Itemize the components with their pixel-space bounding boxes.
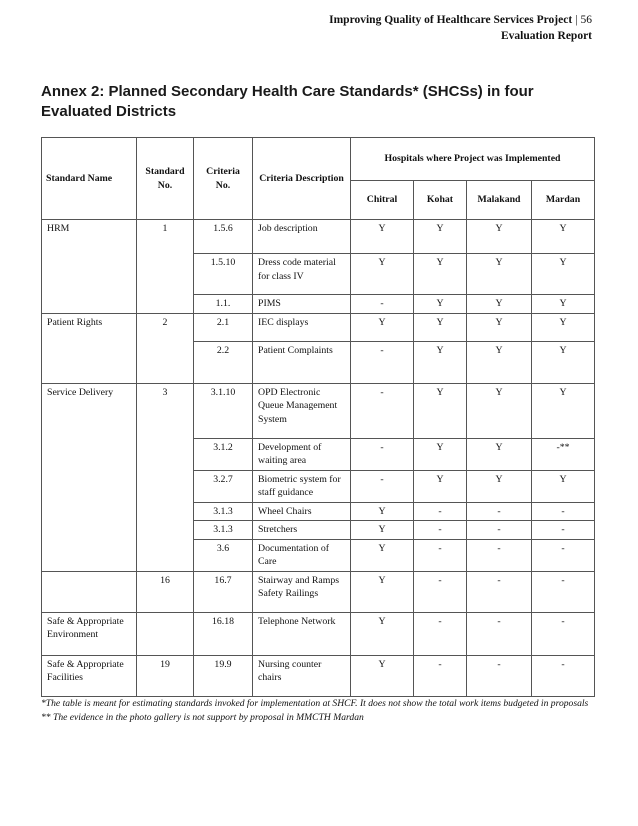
kohat-cell: - [414,612,467,655]
table-header [42,138,595,220]
chitral-cell: - [351,438,414,470]
criteria-no-cell: 3.1.10 [194,383,253,438]
criteria-no-cell: 2.1 [194,313,253,341]
footnotes [41,697,597,725]
criteria-description-cell: IEC displays [253,313,351,341]
criteria-no-cell: 1.5.6 [194,220,253,254]
col-criteria-description: Criteria Description [253,138,351,220]
table-row [42,220,595,254]
footnote-evidence: ** The evidence in the photo gallery is not support by proposal in MMCTH Mardan [41,712,364,723]
mardan-cell: Y [532,220,595,254]
kohat-cell: - [414,539,467,571]
table-row [42,571,595,612]
criteria-description-cell: PIMS [253,295,351,314]
criteria-no-cell: 16.18 [194,612,253,655]
malakand-cell: Y [467,220,532,254]
kohat-cell: - [414,502,467,521]
criteria-no-cell: 3.6 [194,539,253,571]
kohat-cell: Y [414,220,467,254]
standard-no-cell: 1 [137,220,194,314]
table-row [42,383,595,438]
col-mardan: Mardan [532,181,595,220]
criteria-no-cell: 3.1.3 [194,521,253,540]
col-standard-no: Standard No. [137,138,194,220]
chitral-cell: Y [351,539,414,571]
malakand-cell: - [467,502,532,521]
mardan-cell: - [532,502,595,521]
standard-no-cell: 2 [137,313,194,383]
malakand-cell: - [467,539,532,571]
malakand-cell: Y [467,295,532,314]
malakand-cell: - [467,612,532,655]
malakand-cell: Y [467,438,532,470]
criteria-description-cell: Nursing counter chairs [253,655,351,696]
criteria-no-cell: 2.2 [194,341,253,383]
standard-name-cell: Safe & Appropriate Environment [42,612,137,655]
standard-name-cell [42,571,137,612]
page-number: 56 [580,14,592,26]
kohat-cell: Y [414,383,467,438]
kohat-cell: Y [414,295,467,314]
mardan-cell: - [532,521,595,540]
col-kohat: Kohat [414,181,467,220]
criteria-no-cell: 3.2.7 [194,470,253,502]
kohat-cell: Y [414,313,467,341]
col-criteria-no: Criteria No. [194,138,253,220]
mardan-cell: - [532,655,595,696]
standard-no-cell: 16 [137,571,194,612]
chitral-cell: Y [351,655,414,696]
chitral-cell: Y [351,313,414,341]
kohat-cell: - [414,655,467,696]
table-row [42,612,595,655]
table-body [42,220,595,697]
mardan-cell: Y [532,383,595,438]
malakand-cell: Y [467,341,532,383]
standard-name-cell: Service Delivery [42,383,137,571]
criteria-no-cell: 16.7 [194,571,253,612]
header-line-1 [329,12,592,28]
standards-table [41,137,595,697]
kohat-cell: - [414,571,467,612]
chitral-cell: - [351,383,414,438]
mardan-cell: Y [532,470,595,502]
malakand-cell: Y [467,383,532,438]
malakand-cell: - [467,655,532,696]
criteria-description-cell: Biometric system for staff guidance [253,470,351,502]
chitral-cell: - [351,295,414,314]
kohat-cell: Y [414,438,467,470]
chitral-cell: Y [351,521,414,540]
malakand-cell: - [467,521,532,540]
malakand-cell: - [467,571,532,612]
kohat-cell: - [414,521,467,540]
criteria-no-cell: 3.1.2 [194,438,253,470]
col-hospitals-group: Hospitals where Project was Implemented [351,138,595,181]
col-chitral: Chitral [351,181,414,220]
criteria-description-cell: Stairway and Ramps Safety Railings [253,571,351,612]
kohat-cell: Y [414,254,467,295]
footnote-standards: *The table is meant for estimating standards invoked for implementation at SHCF. It does not show the total work items budgeted in proposals [41,698,589,709]
criteria-description-cell: Telephone Network [253,612,351,655]
mardan-cell: - [532,539,595,571]
header-project-title: Improving Quality of Healthcare Services Project [329,14,573,26]
standard-no-cell: 3 [137,383,194,571]
table-row [42,655,595,696]
mardan-cell: - [532,612,595,655]
mardan-cell: Y [532,341,595,383]
chitral-cell: Y [351,612,414,655]
mardan-cell: Y [532,295,595,314]
criteria-description-cell: Dress code material for class IV [253,254,351,295]
mardan-cell: -** [532,438,595,470]
col-standard-name: Standard Name [42,138,137,220]
malakand-cell: Y [467,313,532,341]
criteria-description-cell: OPD Electronic Queue Management System [253,383,351,438]
mardan-cell: Y [532,254,595,295]
chitral-cell: Y [351,502,414,521]
standard-name-cell: HRM [42,220,137,314]
mardan-cell: - [532,571,595,612]
header-report-title: Evaluation Report [500,30,592,42]
malakand-cell: Y [467,254,532,295]
table-row [42,313,595,341]
chitral-cell: - [351,341,414,383]
kohat-cell: Y [414,470,467,502]
malakand-cell: Y [467,470,532,502]
mardan-cell: Y [532,313,595,341]
criteria-no-cell: 1.5.10 [194,254,253,295]
annex-title: Annex 2: Planned Secondary Health Care Standards* (SHCSs) in four Evaluated Districts [41,83,534,120]
criteria-no-cell: 1.1. [194,295,253,314]
criteria-description-cell: Development of waiting area [253,438,351,470]
chitral-cell: Y [351,254,414,295]
chitral-cell: Y [351,571,414,612]
criteria-description-cell: Stretchers [253,521,351,540]
criteria-description-cell: Patient Complaints [253,341,351,383]
chitral-cell: Y [351,220,414,254]
criteria-description-cell: Documentation of Care [253,539,351,571]
standard-no-cell: 19 [137,655,194,696]
header-separator: | [575,14,578,26]
standard-name-cell: Safe & Appropriate Facilities [42,655,137,696]
criteria-description-cell: Wheel Chairs [253,502,351,521]
col-malakand: Malakand [467,181,532,220]
chitral-cell: - [351,470,414,502]
page-header [329,12,592,44]
kohat-cell: Y [414,341,467,383]
standard-no-cell [137,612,194,655]
criteria-description-cell: Job description [253,220,351,254]
criteria-no-cell: 3.1.3 [194,502,253,521]
criteria-no-cell: 19.9 [194,655,253,696]
standard-name-cell: Patient Rights [42,313,137,383]
